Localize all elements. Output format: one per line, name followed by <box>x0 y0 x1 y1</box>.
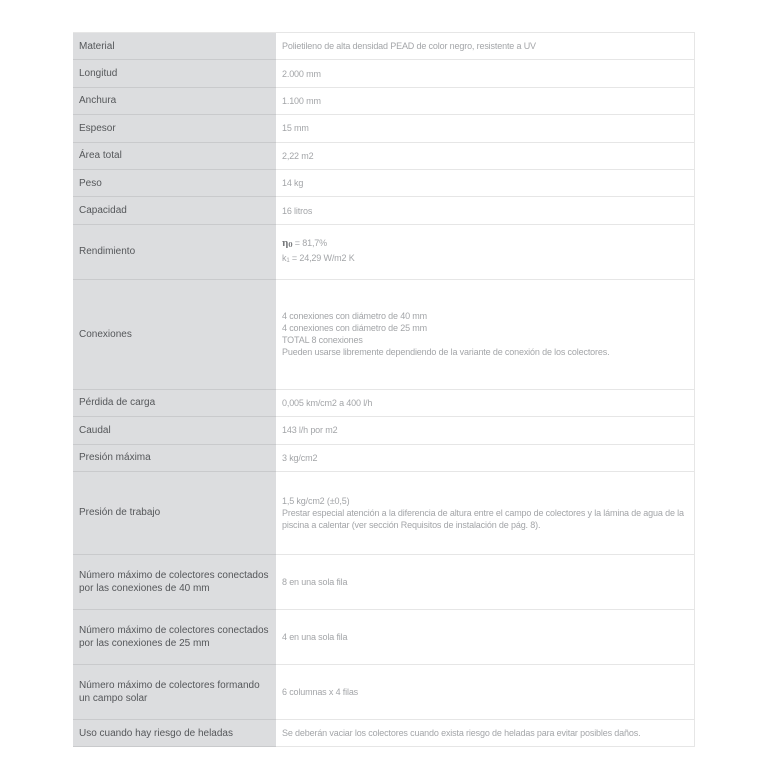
value-line: 1.100 mm <box>282 95 321 106</box>
row-value <box>276 664 695 719</box>
eta-symbol: η <box>282 238 289 249</box>
table-row <box>73 279 695 389</box>
efficiency-line <box>282 237 688 252</box>
table-row <box>73 224 695 279</box>
value-line: Pueden usarse libremente dependiendo de la variante de conexión de los colectores. <box>282 347 610 358</box>
row-label: Número máximo de colectores conectados por las conexiones de 40 mm <box>73 554 276 609</box>
row-value <box>276 719 695 746</box>
value-line: 15 mm <box>282 123 309 134</box>
value-line: 14 kg <box>282 178 304 189</box>
table-row <box>73 664 695 719</box>
value-line: 2.000 mm <box>282 68 321 79</box>
value-line: Polietileno de alta densidad PEAD de color negro, resistente a UV <box>282 41 536 52</box>
row-label: Uso cuando hay riesgo de heladas <box>73 719 276 746</box>
row-label: Caudal <box>73 417 276 444</box>
heat-loss-line <box>282 252 688 267</box>
value-line: TOTAL 8 conexiones <box>282 335 363 346</box>
row-label: Presión máxima <box>73 444 276 471</box>
table-row <box>73 87 695 114</box>
row-value <box>276 142 695 169</box>
table-row <box>73 389 695 416</box>
table-row <box>73 719 695 746</box>
k-symbol: k <box>282 252 287 263</box>
row-label: Presión de trabajo <box>73 471 276 554</box>
k-subscript: 1 <box>286 257 290 264</box>
row-value <box>276 33 695 60</box>
row-label: Conexiones <box>73 279 276 389</box>
row-label: Área total <box>73 142 276 169</box>
row-label: Longitud <box>73 60 276 87</box>
row-value <box>276 197 695 224</box>
row-value <box>276 417 695 444</box>
table-row <box>73 554 695 609</box>
row-value <box>276 115 695 142</box>
row-value <box>276 554 695 609</box>
value-line: 2,22 m2 <box>282 150 314 161</box>
table-row <box>73 444 695 471</box>
value-line: 0,005 km/cm2 a 400 l/h <box>282 397 373 408</box>
value-line: Se deberán vaciar los colectores cuando exista riesgo de heladas para evitar posibles daños. <box>282 728 641 739</box>
row-label: Anchura <box>73 87 276 114</box>
table-row <box>73 471 695 554</box>
value-line: 1,5 kg/cm2 (±0,5) <box>282 495 350 506</box>
table-row <box>73 142 695 169</box>
row-value <box>276 609 695 664</box>
row-value <box>276 224 695 279</box>
heat-loss-value: = 24,29 W/m2 K <box>289 252 355 263</box>
value-line: 16 litros <box>282 205 313 216</box>
value-line: Prestar especial atención a la diferencia de altura entre el campo de colectores y la lámina de agua de la piscina a calentar (ver sección Requisitos de instalación de pág. 8). <box>282 507 684 530</box>
row-label: Número máximo de colectores conectados por las conexiones de 25 mm <box>73 609 276 664</box>
value-line: 4 en una sola fila <box>282 631 348 642</box>
table-row <box>73 33 695 60</box>
value-line: 4 conexiones con diámetro de 25 mm <box>282 323 427 334</box>
specifications-table <box>73 32 695 747</box>
value-line: 143 l/h por m2 <box>282 425 338 436</box>
row-value <box>276 444 695 471</box>
row-value <box>276 389 695 416</box>
row-value <box>276 60 695 87</box>
value-line: 4 conexiones con diámetro de 40 mm <box>282 311 427 322</box>
table-row <box>73 60 695 87</box>
row-label: Capacidad <box>73 197 276 224</box>
row-label: Espesor <box>73 115 276 142</box>
row-value <box>276 169 695 196</box>
row-label: Número máximo de colectores formando un campo solar <box>73 664 276 719</box>
table-row <box>73 417 695 444</box>
table-row <box>73 609 695 664</box>
value-line: 6 columnas x 4 filas <box>282 686 359 697</box>
value-line: 3 kg/cm2 <box>282 452 318 463</box>
row-value <box>276 279 695 389</box>
row-label: Peso <box>73 169 276 196</box>
row-label: Rendimiento <box>73 224 276 279</box>
row-value <box>276 87 695 114</box>
row-label: Pérdida de carga <box>73 389 276 416</box>
row-value <box>276 471 695 554</box>
table-row <box>73 197 695 224</box>
row-label: Material <box>73 33 276 60</box>
efficiency-value: = 81,7% <box>292 237 328 248</box>
table-row <box>73 115 695 142</box>
value-line: 8 en una sola fila <box>282 576 348 587</box>
eta-subscript: 0 <box>288 241 293 249</box>
table-row <box>73 169 695 196</box>
